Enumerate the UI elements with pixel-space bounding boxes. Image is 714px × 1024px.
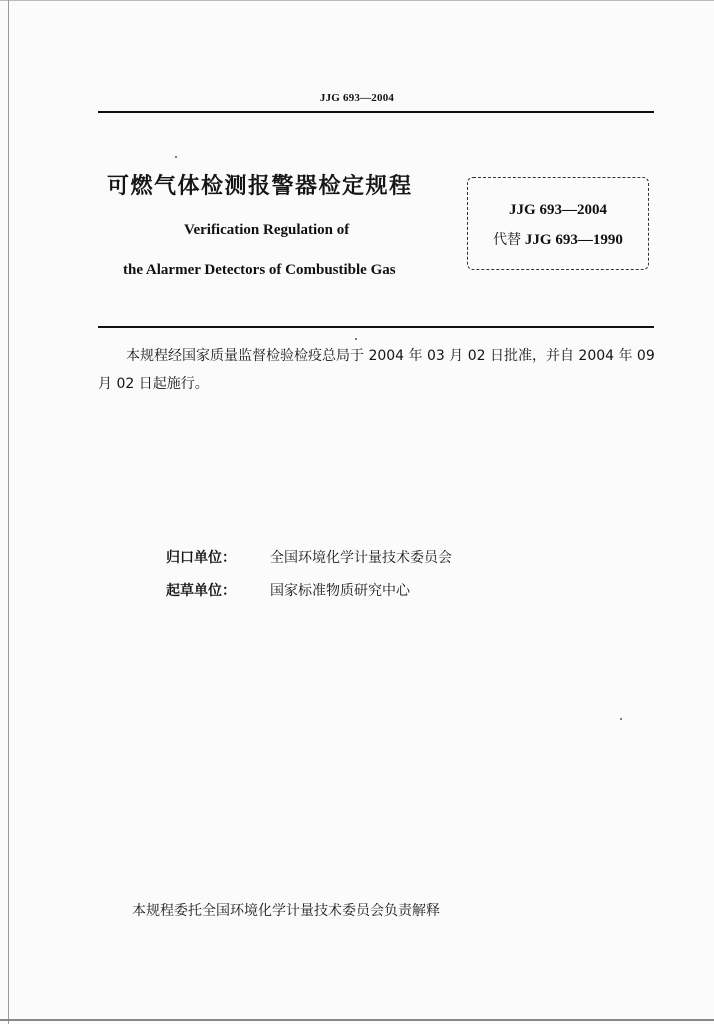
scan-edge-top: [0, 0, 714, 1]
scan-speck: [620, 718, 622, 720]
scan-speck: [355, 338, 357, 340]
scan-edge-bottom: [0, 1019, 714, 1021]
unit-value: 全国环境化学计量技术委员会: [270, 550, 452, 566]
scan-speck: [175, 156, 177, 158]
unit-row-drafting: [166, 580, 410, 600]
replaced-code: JJG 693—1990: [524, 232, 623, 248]
running-header-code: JJG 693—2004: [319, 92, 395, 104]
unit-label: 起草单位：: [166, 583, 236, 599]
standard-code: JJG 693—2004: [509, 202, 607, 218]
title-chinese: 可燃气体检测报警器检定规程: [107, 174, 413, 199]
unit-label: 归口单位：: [166, 550, 236, 566]
header-rule: [98, 111, 654, 113]
title-english-line2: the Alarmer Detectors of Combustible Gas: [123, 262, 396, 278]
title-rule: [98, 326, 654, 328]
scan-edge-left: [8, 0, 9, 1024]
title-english-line1: Verification Regulation of: [184, 222, 350, 238]
replaces-line: [468, 229, 648, 249]
standard-code-box: [467, 177, 649, 270]
replaces-prefix: 代替: [493, 232, 522, 248]
unit-value: 国家标准物质研究中心: [270, 583, 410, 599]
unit-row-responsible: [166, 547, 452, 567]
approval-paragraph: 本规程经国家质量监督检验检疫总局于 2004 年 03 月 02 日批准，并自 2004 年 09 月 02 日起施行。: [98, 348, 655, 392]
interpretation-note: 本规程委托全国环境化学计量技术委员会负责解释: [132, 903, 440, 919]
